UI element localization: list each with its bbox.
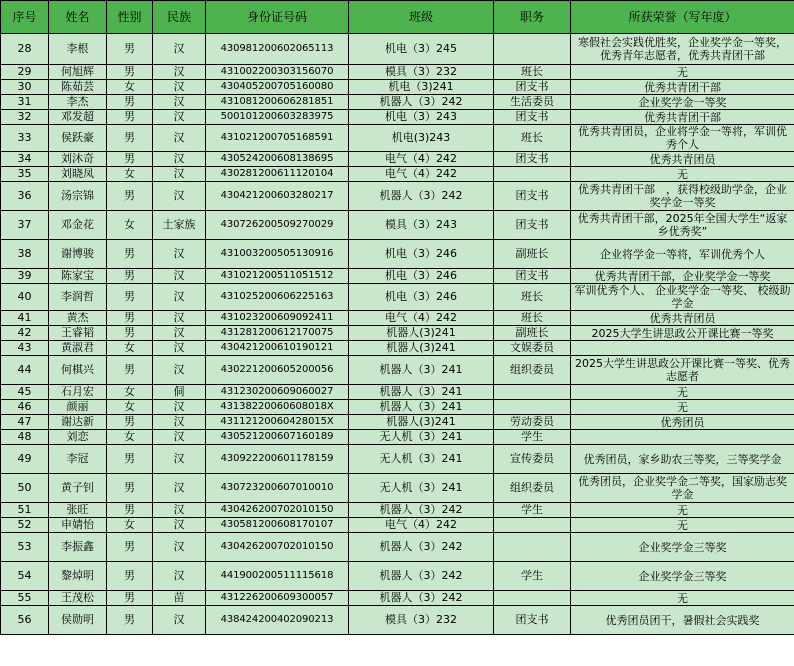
cell-class: 无人机（3）241 [349,445,494,474]
cell-serial: 28 [1,34,49,65]
cell-position: 班长 [494,125,571,152]
table-row [1,311,794,326]
cell-serial: 44 [1,356,49,385]
cell-gender: 男 [107,284,153,311]
cell-serial: 33 [1,125,49,152]
cell-class: 模具（3）232 [349,65,494,80]
cell-position: 学生 [494,562,571,591]
table-row [1,125,794,152]
cell-honors: 无 [571,591,794,606]
cell-id-number: 431021200705168591 [206,125,349,152]
cell-class: 机器人（3）241 [349,400,494,415]
cell-ethnicity: 汉 [153,430,206,445]
header-gender: 性别 [107,1,153,34]
table-row [1,284,794,311]
cell-id-number: 431281200612170075 [206,326,349,341]
cell-gender: 女 [107,430,153,445]
cell-position: 团支书 [494,606,571,635]
cell-serial: 41 [1,311,49,326]
cell-id-number: 430581200608170107 [206,518,349,533]
cell-class: 电气（4）242 [349,152,494,167]
cell-class: 机电（3)241 [349,80,494,95]
cell-ethnicity: 汉 [153,182,206,211]
cell-ethnicity: 苗 [153,591,206,606]
header-honors: 所获荣誉（写年度） [571,1,794,34]
cell-gender: 男 [107,562,153,591]
cell-name: 黄淑君 [49,341,107,356]
cell-class: 机器人（3）242 [349,562,494,591]
cell-gender: 男 [107,415,153,430]
cell-honors: 优秀团员 [571,415,794,430]
cell-class: 模具（3）232 [349,606,494,635]
cell-serial: 43 [1,341,49,356]
cell-honors: 无 [571,503,794,518]
cell-class: 电气（4）242 [349,311,494,326]
cell-serial: 30 [1,80,49,95]
cell-ethnicity: 汉 [153,415,206,430]
cell-serial: 48 [1,430,49,445]
cell-honors: 无 [571,400,794,415]
cell-id-number: 430421200603280217 [206,182,349,211]
cell-gender: 男 [107,182,153,211]
cell-position: 学生 [494,503,571,518]
cell-honors: 优秀共青团干部 ，获得校级助学金，企业奖学金一等奖 [571,182,794,211]
cell-position [494,533,571,562]
cell-ethnicity: 汉 [153,125,206,152]
cell-honors: 无 [571,518,794,533]
cell-honors: 优秀共青团干部 [571,110,794,125]
cell-ethnicity: 汉 [153,110,206,125]
table-row [1,591,794,606]
cell-position: 劳动委员 [494,415,571,430]
header-serial: 序号 [1,1,49,34]
cell-position: 副班长 [494,326,571,341]
cell-name: 刘沐奇 [49,152,107,167]
cell-name: 黄杰 [49,311,107,326]
cell-id-number: 43138220060608018X [206,400,349,415]
cell-id-number: 438424200402090213 [206,606,349,635]
cell-name: 何旭辉 [49,65,107,80]
table-row [1,415,794,430]
cell-id-number: 430421200610190121 [206,341,349,356]
cell-class: 机器人（3）242 [349,95,494,110]
cell-serial: 31 [1,95,49,110]
cell-gender: 男 [107,356,153,385]
cell-honors: 无 [571,65,794,80]
cell-gender: 男 [107,152,153,167]
cell-honors: 优秀共青团员 [571,311,794,326]
cell-name: 邓金花 [49,211,107,240]
cell-id-number: 431025200606225163 [206,284,349,311]
cell-position [494,34,571,65]
cell-serial: 42 [1,326,49,341]
cell-ethnicity: 土家族 [153,211,206,240]
table-row [1,474,794,503]
cell-ethnicity: 汉 [153,356,206,385]
cell-class: 机电(3)243 [349,125,494,152]
cell-id-number: 431226200609300057 [206,591,349,606]
cell-honors: 优秀团员，企业奖学金二等奖，国家励志奖学金 [571,474,794,503]
cell-position: 组织委员 [494,356,571,385]
cell-honors: 无 [571,385,794,400]
cell-name: 黄子钊 [49,474,107,503]
cell-name: 申婧怡 [49,518,107,533]
cell-position: 班长 [494,65,571,80]
cell-ethnicity: 汉 [153,240,206,269]
cell-honors: 2025大学生讲思政公开课比赛一等奖、优秀志愿者 [571,356,794,385]
cell-id-number: 430426200702010150 [206,533,349,562]
table-row [1,211,794,240]
cell-class: 机器人（3）242 [349,503,494,518]
cell-honors: 企业奖学金三等奖 [571,533,794,562]
cell-ethnicity: 汉 [153,518,206,533]
cell-position: 组织委员 [494,474,571,503]
cell-gender: 女 [107,211,153,240]
cell-gender: 男 [107,445,153,474]
cell-ethnicity: 汉 [153,474,206,503]
cell-serial: 35 [1,167,49,182]
cell-name: 李振鑫 [49,533,107,562]
table-row [1,95,794,110]
cell-ethnicity: 汉 [153,34,206,65]
cell-class: 机电（3）245 [349,34,494,65]
cell-gender: 男 [107,65,153,80]
cell-honors: 企业奖学金三等奖 [571,562,794,591]
cell-class: 机器人（3）241 [349,385,494,400]
cell-id-number: 43112120060428015X [206,415,349,430]
cell-name: 李杰 [49,95,107,110]
cell-serial: 55 [1,591,49,606]
cell-honors: 优秀共青团员，企业将学金一等将，军训优秀个人 [571,125,794,152]
cell-gender: 男 [107,311,153,326]
table-row [1,606,794,635]
cell-ethnicity: 汉 [153,562,206,591]
cell-class: 机器人(3)241 [349,341,494,356]
cell-id-number: 430723200607010010 [206,474,349,503]
cell-name: 谢达新 [49,415,107,430]
cell-id-number: 430726200509270029 [206,211,349,240]
cell-serial: 29 [1,65,49,80]
cell-name: 王茂松 [49,591,107,606]
cell-serial: 46 [1,400,49,415]
cell-gender: 男 [107,503,153,518]
cell-serial: 40 [1,284,49,311]
cell-gender: 女 [107,400,153,415]
cell-ethnicity: 汉 [153,152,206,167]
cell-serial: 50 [1,474,49,503]
cell-class: 机器人（3）242 [349,591,494,606]
cell-position: 文娱委员 [494,341,571,356]
cell-position: 团支书 [494,182,571,211]
cell-ethnicity: 汉 [153,284,206,311]
cell-position: 团支书 [494,80,571,95]
cell-class: 机器人（3）242 [349,533,494,562]
cell-id-number: 500101200603283975 [206,110,349,125]
cell-class: 机器人(3)241 [349,326,494,341]
cell-id-number: 430281200611120104 [206,167,349,182]
cell-ethnicity: 汉 [153,606,206,635]
cell-position: 团支书 [494,110,571,125]
cell-ethnicity: 汉 [153,400,206,415]
cell-gender: 女 [107,167,153,182]
cell-ethnicity: 汉 [153,80,206,95]
table-row [1,326,794,341]
cell-honors [571,430,794,445]
cell-position [494,591,571,606]
cell-ethnicity: 汉 [153,341,206,356]
cell-gender: 女 [107,518,153,533]
cell-honors: 企业奖学金一等奖 [571,95,794,110]
cell-position: 团支书 [494,269,571,284]
cell-gender: 男 [107,125,153,152]
cell-serial: 53 [1,533,49,562]
cell-honors: 优秀共青团干部 [571,80,794,95]
cell-gender: 男 [107,591,153,606]
cell-id-number: 430521200607160189 [206,430,349,445]
cell-honors: 优秀团员，家乡助农三等奖，三等奖学金 [571,445,794,474]
cell-name: 侯勋明 [49,606,107,635]
cell-serial: 45 [1,385,49,400]
cell-serial: 49 [1,445,49,474]
cell-position [494,167,571,182]
cell-name: 陈家宝 [49,269,107,284]
cell-name: 陈茹芸 [49,80,107,95]
cell-serial: 39 [1,269,49,284]
cell-ethnicity: 汉 [153,167,206,182]
cell-serial: 47 [1,415,49,430]
cell-serial: 51 [1,503,49,518]
cell-name: 邓发超 [49,110,107,125]
cell-class: 电气（4）242 [349,167,494,182]
table-row [1,445,794,474]
header-class: 班级 [349,1,494,34]
cell-id-number: 431002200303156070 [206,65,349,80]
cell-id-number: 431230200609060027 [206,385,349,400]
cell-id-number: 430405200705160080 [206,80,349,95]
table-row [1,240,794,269]
cell-name: 侯跃豪 [49,125,107,152]
header-name: 姓名 [49,1,107,34]
cell-name: 颜丽 [49,400,107,415]
cell-name: 李根 [49,34,107,65]
header-ethnicity: 民族 [153,1,206,34]
cell-gender: 男 [107,326,153,341]
cell-ethnicity: 汉 [153,269,206,284]
cell-honors: 优秀共青团干部，2025年全国大学生“返家乡优秀奖” [571,211,794,240]
cell-ethnicity: 汉 [153,65,206,80]
cell-gender: 女 [107,80,153,95]
cell-position: 班长 [494,311,571,326]
table-row [1,518,794,533]
cell-name: 谢博骏 [49,240,107,269]
table-row [1,533,794,562]
cell-ethnicity: 汉 [153,95,206,110]
table-row [1,356,794,385]
header-position: 职务 [494,1,571,34]
table-row [1,503,794,518]
header-id-number: 身份证号码 [206,1,349,34]
cell-class: 机电（3）246 [349,240,494,269]
cell-gender: 男 [107,110,153,125]
cell-position: 团支书 [494,152,571,167]
cell-position: 团支书 [494,211,571,240]
table-row [1,430,794,445]
cell-name: 李润哲 [49,284,107,311]
cell-name: 石月宏 [49,385,107,400]
cell-ethnicity: 汉 [153,445,206,474]
cell-honors: 企业将学金一等将，军训优秀个人 [571,240,794,269]
cell-class: 模具（3）243 [349,211,494,240]
cell-position: 副班长 [494,240,571,269]
cell-name: 张旺 [49,503,107,518]
cell-ethnicity: 汉 [153,311,206,326]
cell-serial: 56 [1,606,49,635]
cell-ethnicity: 汉 [153,503,206,518]
cell-honors: 优秀共青团干部，企业奖学金一等奖 [571,269,794,284]
cell-name: 刘恋 [49,430,107,445]
cell-serial: 54 [1,562,49,591]
cell-class: 机电（3）246 [349,269,494,284]
cell-ethnicity: 汉 [153,326,206,341]
cell-name: 汤宗锦 [49,182,107,211]
cell-position: 生活委员 [494,95,571,110]
cell-class: 机电（3）246 [349,284,494,311]
cell-class: 无人机（3）241 [349,430,494,445]
table-header-row [1,1,794,34]
cell-class: 机器人（3）241 [349,356,494,385]
table-row [1,167,794,182]
cell-name: 何棋兴 [49,356,107,385]
table-row [1,269,794,284]
table-row [1,182,794,211]
table-row [1,341,794,356]
cell-id-number: 430524200608138695 [206,152,349,167]
cell-gender: 男 [107,240,153,269]
cell-position: 班长 [494,284,571,311]
cell-id-number: 430426200702010150 [206,503,349,518]
cell-honors: 2025大学生讲思政公开课比赛一等奖 [571,326,794,341]
table-row [1,80,794,95]
cell-gender: 男 [107,95,153,110]
cell-serial: 38 [1,240,49,269]
cell-name: 刘晓凤 [49,167,107,182]
cell-gender: 男 [107,34,153,65]
cell-id-number: 431003200505130916 [206,240,349,269]
cell-ethnicity: 汉 [153,533,206,562]
cell-class: 机器人（3）242 [349,182,494,211]
cell-gender: 男 [107,606,153,635]
cell-class: 机电（3）243 [349,110,494,125]
cell-id-number: 431021200511051512 [206,269,349,284]
cell-id-number: 431081200606281851 [206,95,349,110]
table-row [1,152,794,167]
table-row [1,562,794,591]
cell-position [494,385,571,400]
cell-position: 宣传委员 [494,445,571,474]
cell-name: 黎焯明 [49,562,107,591]
cell-id-number: 430981200602065113 [206,34,349,65]
cell-honors [571,341,794,356]
cell-honors: 优秀共青团员 [571,152,794,167]
cell-gender: 男 [107,533,153,562]
cell-serial: 52 [1,518,49,533]
cell-honors: 寒假社会实践优胜奖，企业奖学金一等奖，优秀青年志愿者，优秀共青团干部 [571,34,794,65]
cell-gender: 女 [107,385,153,400]
cell-honors: 军训优秀个人、 企业奖学金一等奖、 校级助学金 [571,284,794,311]
cell-honors: 无 [571,167,794,182]
cell-position [494,518,571,533]
table-row [1,65,794,80]
cell-gender: 男 [107,269,153,284]
cell-ethnicity: 侗 [153,385,206,400]
cell-serial: 37 [1,211,49,240]
table-row [1,110,794,125]
cell-serial: 32 [1,110,49,125]
cell-serial: 34 [1,152,49,167]
cell-name: 李冠 [49,445,107,474]
cell-id-number: 430922200601178159 [206,445,349,474]
cell-id-number: 431023200609092411 [206,311,349,326]
cell-gender: 男 [107,474,153,503]
table-row [1,385,794,400]
table-row [1,34,794,65]
table-row [1,400,794,415]
cell-name: 王睿韬 [49,326,107,341]
cell-class: 无人机（3）241 [349,474,494,503]
cell-class: 电气（4）242 [349,518,494,533]
cell-serial: 36 [1,182,49,211]
cell-position: 学生 [494,430,571,445]
cell-position [494,400,571,415]
cell-id-number: 441900200511115618 [206,562,349,591]
cell-class: 机器人(3)241 [349,415,494,430]
cell-honors: 优秀团员团干，暑假社会实践奖 [571,606,794,635]
cell-gender: 女 [107,341,153,356]
cell-id-number: 430221200605200056 [206,356,349,385]
